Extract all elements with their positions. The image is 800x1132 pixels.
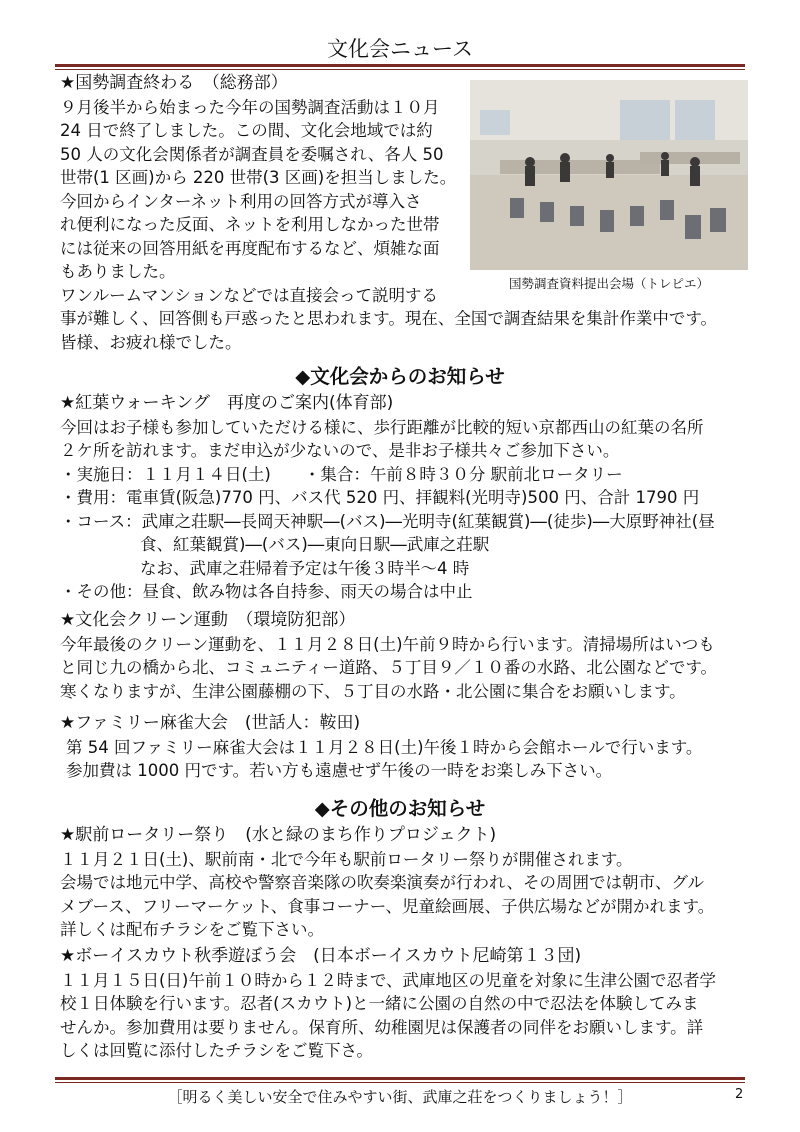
rotary-line: １１月２１日(土)、駅前南・北で今年も駅前ロータリー祭りが開催されます。	[60, 849, 633, 869]
scout-line: せんか。参加費用は要りません。保育所、幼稚園児は保護者の同伴をお願いします。詳	[60, 1017, 704, 1037]
census-line: 今回からインターネット利用の回答方式が導入さ	[60, 191, 422, 211]
section-title-other: ◆その他のお知らせ	[314, 797, 486, 820]
boyscout-article	[60, 945, 750, 1063]
header-rule-thin	[55, 69, 745, 70]
mahjong-line: 参加費は 1000 円です。若い方も遠慮せず午後の一時をお楽しみ下さい。	[66, 761, 613, 780]
scout-line: しくは回覧に添付したチラシをご覧下さ。	[60, 1041, 373, 1060]
scout-line: １１月１５日(日)午前１０時から１２時まで、武庫地区の児童を対象に生津公園で忍者学	[60, 970, 717, 990]
mahjong-heading: ★ファミリー麻雀大会 (世話人：鞍田)	[60, 713, 361, 733]
autumn-indent-line: なお、武庫之荘帰着予定は午後３時半～4 時	[140, 558, 470, 578]
rotary-heading: ★駅前ロータリー祭り (水と緑のまち作りプロジェクト)	[60, 825, 497, 845]
scout-heading: ★ボーイスカウト秋季遊ぼう会 (日本ボーイスカウト尼崎第１３団)	[60, 946, 582, 966]
rotary-festival-article	[60, 824, 750, 942]
census-line: には従来の回答用紙を再度配布するなど、煩雑な面	[60, 238, 440, 258]
autumn-line: ・コース：武庫之荘駅―長岡天神駅―(バス)―光明寺(紅葉観賞)―(徒歩)―大原野神社(昼	[60, 511, 715, 531]
autumn-indent-line: 食、紅葉観賞)―(バス)―東向日駅―武庫之荘駅	[140, 535, 490, 554]
census-line: 24 日で終了しました。この間、文化会地域では約	[60, 121, 433, 140]
clean-heading: ★文化会クリーン運動 （環境防犯部）	[60, 610, 356, 630]
page-title: 文化会ニュース	[327, 37, 473, 61]
footer-rule	[55, 1077, 745, 1080]
autumn-line: ・その他：昼食、飲み物は各自持参、雨天の場合は中止	[60, 582, 473, 601]
autumn-heading: ★紅葉ウォーキング 再度のご案内(体育部)	[60, 393, 394, 413]
autumn-line: 今回はお子様も参加していただける様に、歩行距離が比較的短い京都西山の紅葉の名所	[60, 417, 704, 437]
census-line: ９月後半から始まった今年の国勢調査活動は１０月	[60, 97, 440, 117]
mahjong-line: 第 54 回ファミリー麻雀大会は１１月２８日(土)午後１時から会館ホールで行います。	[66, 737, 703, 757]
footer-slogan: ［明るく美しい安全で住みやすい街、武庫之荘をつくりましょう！］	[167, 1088, 633, 1106]
footer-rule-thin	[55, 1082, 745, 1083]
section-title-bunkakai: ◆文化会からのお知らせ	[295, 365, 505, 388]
header-rule	[55, 64, 745, 67]
census-photo	[470, 80, 748, 270]
census-line: 事が難しく、回答側も戸惑ったと思われます。現在、全国で調査結果を集計作業中です。	[60, 309, 718, 328]
scout-line: 校１日体験を行います。忍者(スカウト)と一緒に公園の自然の中で忍法を体験してみま	[60, 994, 699, 1013]
mahjong-article	[60, 712, 750, 783]
census-line: 50 人の文化会関係者が調査員を委嘱され、各人 50	[60, 144, 444, 164]
clean-line: 寒くなりますが、生津公園藤棚の下、５丁目の水路・北公園に集合をお願いします。	[60, 681, 686, 701]
page-number: 2	[735, 1087, 744, 1102]
clean-campaign-article	[60, 609, 750, 703]
census-line: 皆様、お疲れ様でした。	[60, 332, 242, 352]
rotary-line: 詳しくは配布チラシをご覧下さい。	[60, 920, 324, 939]
photo-caption: 国勢調査資料提出会場（トレピエ）	[508, 276, 709, 291]
census-line: もありました。	[60, 262, 176, 281]
census-line: ワンルームマンションなどでは直接会って説明する	[60, 285, 439, 305]
rotary-line: 会場では地元中学、高校や警察音楽隊の吹奏楽演奏が行われ、その周囲では朝市、グル	[60, 873, 704, 892]
autumn-line: ・実施日：１１月１４日(土) ・集合：午前８時３０分 駅前北ロータリー	[60, 464, 623, 484]
census-line: 世帯(1 区画)から 220 世帯(3 区画)を担当しました。	[60, 168, 457, 187]
rotary-line: メブース、フリーマーケット、食事コーナー、児童絵画展、子供広場などが開かれます。	[60, 896, 715, 916]
autumn-line: ２ケ所を訪れます。まだ申込が少ないので、是非お子様共々ご参加下さい。	[60, 441, 620, 460]
census-line: れ便利になった反面、ネットを利用しなかった世帯	[60, 215, 440, 234]
census-heading: ★国勢調査終わる （総務部）	[60, 73, 288, 93]
clean-line: 今年最後のクリーン運動を、１１月２８日(土)午前９時から行います。清掃場所はいつも	[60, 634, 715, 654]
clean-line: と同じ九の橋から北、コミュニティー道路、５丁目９／１０番の水路、北公園などです。	[60, 658, 718, 677]
autumn-line: ・費用：電車賃(阪急)770 円、バス代 520 円、拝観料(光明寺)500 円、合計 1790 円	[60, 488, 700, 507]
autumn-walk-article	[60, 392, 750, 604]
